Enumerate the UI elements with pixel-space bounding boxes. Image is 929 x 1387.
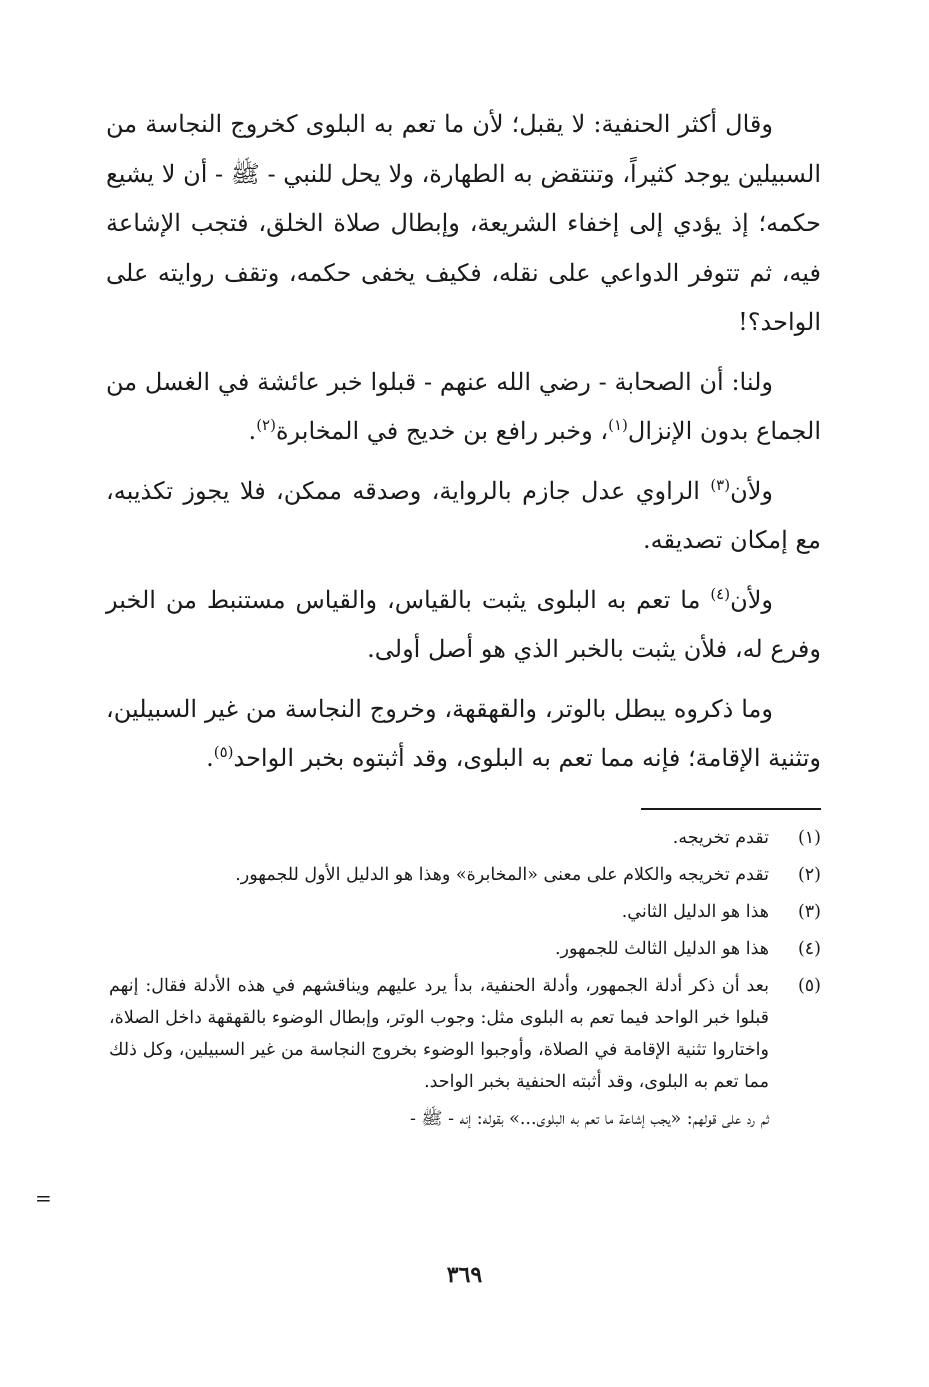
paragraph-text: . — [206, 744, 214, 772]
paragraph-text: ما تعم به البلوى يثبت بالقياس، والقياس مستنبط من الخبر وفرع له، فلأن يثبت بالخبر الذي هو أصل أولى. — [106, 585, 821, 663]
footnote-ref[interactable]: (٤) — [710, 584, 731, 603]
paragraph — [106, 576, 821, 675]
footnote-number: (٢) — [797, 865, 821, 885]
footnote-ref[interactable]: (٥) — [213, 743, 234, 761]
footnote-number: (٤) — [797, 939, 821, 959]
footnote-1 — [109, 822, 821, 854]
footnote-continuation — [109, 1103, 821, 1135]
footnote-text: هذا هو الدليل الثالث للجمهور. — [554, 939, 769, 959]
footnotes — [109, 822, 821, 1135]
footnote-number: (١) — [797, 828, 821, 848]
footnote-text: بعد أن ذكر أدلة الجمهور، وأدلة الحنفية، بدأ يرد عليهم ويناقشهم في هذه الأدلة فقال: إنهم قبلوا خبر الواحد فيما تعم به البلوى مثل: وجوب الوتر، وإبطال الوضوء بالقهقهة داخل الصلاة، واختاروا تثنية الإقامة في الصلاة، وأوجبوا الوضوء بخروج النجاسة من غير السبيلين، وكل ذلك مما تعم به البلوى، وقد أثبته الحنفية بخبر الواحد. — [109, 976, 769, 1092]
paragraph-text: ولأن — [730, 476, 773, 505]
paragraph-text: وقال أكثر الحنفية: لا يقبل؛ لأن ما تعم به البلوى كخروج النجاسة من السبيلين يوجد كثيراً، وتنتقض به الطهارة، ولا يحل للنبي - ﷺ - أن لا يشيع حكمه؛ إذ يؤدي إلى إخفاء الشريعة، وإبطال صلاة الخلق، فتجب الإشاعة فيه، ثم تتوفر الدواعي على نقله، فكيف يخفى حكمه، وتقف روايته على الواحد؟! — [106, 110, 821, 336]
footnote-4 — [109, 933, 821, 965]
footnote-number: (٣) — [797, 902, 821, 922]
paragraph — [106, 685, 821, 784]
main-text — [106, 100, 821, 794]
paragraph — [106, 100, 821, 348]
footnote-5 — [109, 970, 821, 1098]
footnote-number: (٥) — [797, 976, 821, 996]
footnote-separator — [641, 808, 821, 810]
footnote-ref[interactable]: (٢) — [256, 416, 276, 434]
footnote-3 — [109, 896, 821, 928]
page-number: ٣٦٩ — [446, 1262, 483, 1288]
footnote-text: هذا هو الدليل الثاني. — [621, 902, 769, 922]
continuation-mark: = — [35, 1186, 52, 1210]
paragraph-text: ولأن — [730, 585, 773, 614]
paragraph-text: ولنا: أن الصحابة - رضي الله عنهم - قبلوا خبر عائشة في الغسل من الجماع بدون الإنزال — [106, 367, 821, 445]
footnote-2 — [109, 859, 821, 891]
footnote-ref[interactable]: (٣) — [710, 475, 731, 494]
footnote-ref[interactable]: (١) — [608, 416, 628, 434]
footnote-text: تقدم تخريجه. — [672, 828, 769, 848]
paragraph-text: . — [248, 417, 257, 445]
paragraph-text: وما ذكروه يبطل بالوتر، والقهقهة، وخروج النجاسة من غير السبيلين، وتثنية الإقامة؛ فإنه مما تعم به البلوى، وقد أثبتوه بخبر الواحد — [106, 694, 821, 772]
footnote-continuation-text: ثم رد على قولهم: «يجب إشاعة ما تعم به البلوى...» بقوله: إنه - ﷺ - — [409, 1109, 769, 1129]
paragraph-text: ، وخبر رافع بن خديج في المخابرة — [275, 417, 609, 445]
paragraph — [106, 358, 821, 457]
paragraph — [106, 467, 821, 566]
paragraph-text: الراوي عدل جازم بالرواية، وصدقه ممكن، فلا يجوز تكذيبه، مع إمكان تصديقه. — [106, 476, 821, 554]
footnote-text: تقدم تخريجه والكلام على معنى «المخابرة» وهذا هو الدليل الأول للجمهور. — [235, 865, 769, 885]
